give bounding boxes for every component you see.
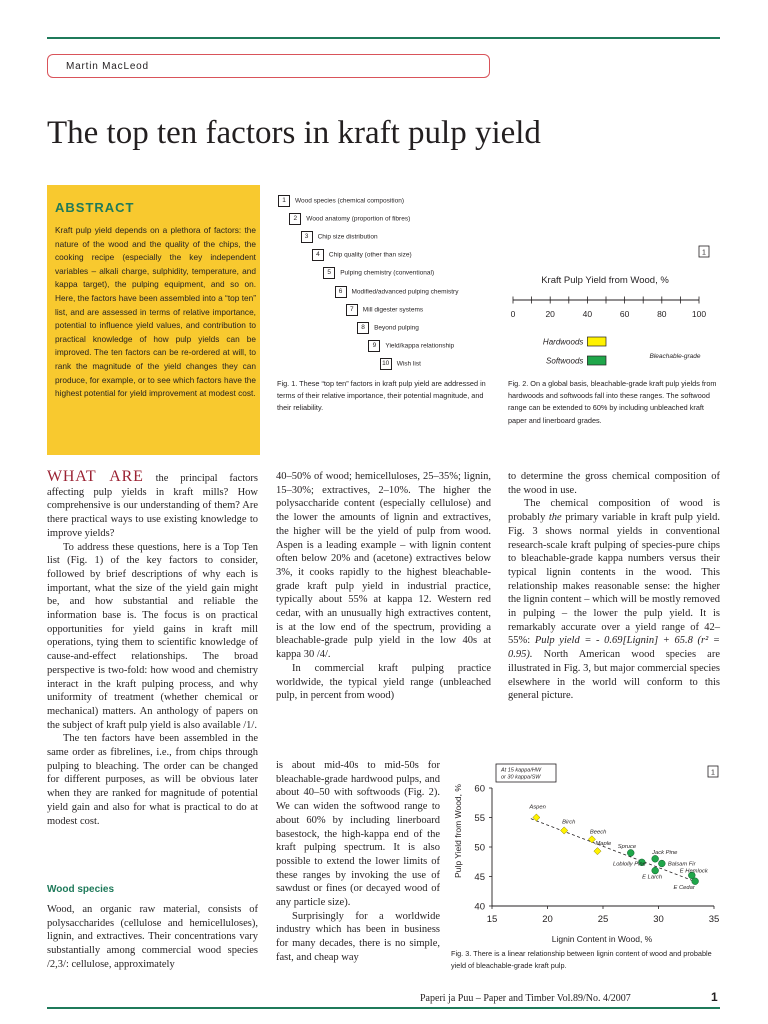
figure-3-point-hardwood <box>561 827 568 834</box>
figure-3-y-axis-label: Pulp Yield from Wood, % <box>453 784 463 878</box>
figure-3-x-tick-label: 20 <box>542 914 553 925</box>
figure-1-caption: Fig. 1. These “top ten” factors in kraft pulp yield are addressed in terms of their relative importance, their potential magnitude, and their reliability. <box>277 379 486 413</box>
factor-item <box>380 358 421 371</box>
figure-2-tick-label: 100 <box>691 309 707 319</box>
figure-3-point-softwood <box>652 855 659 862</box>
factor-label: Chip size distribution <box>317 233 378 241</box>
figure-2-series-label: Softwoods <box>546 356 584 366</box>
paragraph: North American wood species are illustrated in Fig. 3, but major commercial species elsewhere in the world will conform to this general picture. <box>508 649 720 702</box>
figure-2-bars <box>543 337 606 366</box>
figure-3-x-axis-label: Lignin Content in Wood, % <box>551 934 653 944</box>
factor-number: 7 <box>346 304 358 316</box>
factor-label: Chip quality (other than size) <box>328 251 412 259</box>
top-rule <box>47 37 720 39</box>
figure-2-tick-label: 80 <box>657 309 667 319</box>
factor-label: Beyond pulping <box>374 324 419 332</box>
factor-number: 5 <box>323 267 335 279</box>
factor-number: 9 <box>368 340 380 352</box>
figure-3-point-label: Birch <box>562 819 576 826</box>
paragraph: is about mid-40s to mid-50s for bleachable-grade hardwood pulps, and about 40–50 with softwoods (Fig. 2). We can widen the softwood range to about 60% by including linerboard basestock, the high-kappa end of the kraft pulping spectrum. It is also possible to extend the lower limits of these ranges by invoking the use of sawdust or fines (or decayed wood of any particle size). <box>276 760 440 909</box>
figure-2-caption: Fig. 2. On a global basis, bleachable-grade kraft pulp yields from hardwoods and softwoods fall into these ranges. The softwood range can be extended to 60% by including unbleached kraft paper and linerboard grades. <box>508 379 717 425</box>
page-number: 1 <box>711 990 718 1004</box>
figure-3-point-label: Balsam Fir <box>667 861 696 868</box>
figure-3-point-label: Spruce <box>617 843 637 850</box>
factor-label: Modified/advanced pulping chemistry <box>351 288 459 295</box>
figure-3-caption: Fig. 3. There is a linear relationship between lignin content of wood and probable yield of bleachable-grade kraft pulp. <box>451 949 712 971</box>
figure-3-point-label: Jack Pine <box>652 849 678 856</box>
figure-2-annotation: Bleachable-grade <box>649 353 701 360</box>
paragraph: primary variable in kraft pulp yield. Fig. 3 shows normal yields in conventional research-scale kraft pulping of species-pure chips to bleachable-grade kappa numbers versus their typical lignin contents in the wood. This relationship makes reasonable sense: the higher the lignin content – which will be mostly removed in pulping – the lower the pulp yield. It is remarkably accurate over a yield range of 42–55%: <box>508 512 721 647</box>
paragraph: 40–50% of wood; hemicelluloses, 25–35%; lignin, 15–30%; extractives, 2–10%. The higher the polysaccharide content (especially cellulose) and the lower the amounts of lignin and extractives, the higher will be the yield of pulp from wood. Aspen is a leading example – with lignin content often below 20% and (acetone) extractives below 3%, it cooks rapidly to the highest bleachable-grade kraft pulp yield in industrial practice, typically about 55% at kappa 12. Western red cedar, with an unusually high extractives content, is at the low end of the spectrum, providing a bleachable-grade pulp yield in the low 40s at kappa 30 /4/. <box>276 471 491 661</box>
figure-3-point-label: Loblolly Pine <box>612 861 646 868</box>
factor-item <box>312 249 412 262</box>
factor-item <box>323 267 434 280</box>
figure-3-x-tick-label: 30 <box>653 914 664 925</box>
figure-3-x-tick-label: 35 <box>708 914 720 925</box>
figure-3-point-softwood <box>652 867 659 874</box>
bottom-rule <box>47 1007 720 1009</box>
lead-word: WHAT ARE <box>47 468 144 485</box>
figure-3-y-tick-label: 40 <box>474 901 485 913</box>
wood-species-heading: Wood species <box>47 884 115 895</box>
factor-item <box>278 195 404 208</box>
figure-2-tick-label: 60 <box>619 309 630 319</box>
factor-item <box>289 213 410 226</box>
factor-number: 10 <box>380 358 392 370</box>
figure-3-point-label: Maple <box>595 841 612 848</box>
figure-3-point-hardwood <box>533 814 540 821</box>
paragraph: to determine the gross chemical composition of the wood in use. <box>508 471 720 496</box>
figure-3-point-label: Aspen <box>529 804 546 811</box>
factor-item <box>301 231 378 244</box>
factor-number: 3 <box>301 231 313 243</box>
figure-3-chart <box>448 758 723 946</box>
factor-label: Wood anatomy (proportion of fibres) <box>306 215 411 223</box>
figure-3-y-tick-label: 50 <box>474 842 485 854</box>
figure-3-point-softwood <box>627 850 634 857</box>
factor-label: Wood species (chemical composition) <box>295 197 404 205</box>
figure-3-annotation-line-2: or 30 kappa/SW <box>501 774 541 781</box>
body-column-1-continued <box>47 903 258 972</box>
body-column-2 <box>276 470 491 703</box>
paragraph: The chemical composition of wood is probably <box>508 498 720 524</box>
factor-number: 2 <box>289 213 301 225</box>
figure-3-point-hardwood <box>594 848 601 855</box>
figure-2-tick-label: 40 <box>582 309 593 319</box>
article-title: The top ten factors in kraft pulp yield <box>47 115 541 151</box>
body-column-1 <box>47 470 258 828</box>
author-name: Martin MacLeod <box>66 61 149 72</box>
factor-label: Mill digester systems <box>362 306 424 314</box>
body-column-3 <box>508 470 720 703</box>
figure-2-bar <box>587 337 606 346</box>
figure-2-tick-label: 20 <box>545 309 555 319</box>
emphasis: the <box>548 512 562 524</box>
figure-3-point-label: E Hemlock <box>679 868 708 875</box>
figure-3-point-label: Beech <box>589 829 607 836</box>
journal-footer: Paperi ja Puu – Paper and Timber Vol.89/No. 4/2007 <box>420 993 631 1004</box>
figure-3-y-tick-label: 60 <box>474 783 485 795</box>
figure-3-annotation-line-1: At 15 kappa/HW <box>501 767 542 774</box>
factor-item <box>346 304 423 317</box>
figure-2-axis <box>511 297 707 320</box>
figure-2-series-label: Hardwoods <box>542 337 584 347</box>
figure-3-points <box>528 805 709 892</box>
factor-label: Yield/kappa relationship <box>385 342 455 350</box>
figure-3-badge: 1 <box>711 769 715 777</box>
paragraph: Wood, an organic raw material, consists of polysaccharides (cellulose and hemicelluloses), lignin, and extractives. Their concentrations vary substantially among commercial wood species /2,3/: cellulose, approximately <box>47 904 258 970</box>
figure-2-tick-label: 0 <box>510 309 516 319</box>
factor-item <box>368 340 454 353</box>
abstract-text: Kraft pulp yield depends on a plethora of factors: the nature of the wood and the quality of the chips, the cooking recipe (especially the key independent variables – alkali charge, sulphidity, temperature, and kappa target), the pulping equipment, and so on. Here, the factors have been assembled into a “top ten” list, and are assessed in terms of relative importance, potential to influence yield values, and contribution to practical knowledge of how pulp yields can be improved. The ten factors can be re-ordered at will, to rank the magnitude of the yield changes they can produce, for example, or to see which factors have the highest potential for yield improvement at modest cost. <box>55 225 256 399</box>
figure-3-point-label: E Cedar <box>673 885 695 892</box>
figure-3-x-tick-label: 15 <box>486 914 498 925</box>
yield-formula: Pulp yield = - 0.69[Lignin] + 65.8 (r² = 0.95). <box>508 635 720 661</box>
factor-label: Wish list <box>396 360 421 368</box>
factor-number: 6 <box>335 286 347 298</box>
figure-3-point-label: E Larch <box>642 874 663 881</box>
paragraph: To address these questions, here is a Top Ten list (Fig. 1) of the key factors to consider, followed by brief descriptions of why each is important, what the size of the yield gain might be, and how substantial and reliable the information base is. The focus is on practical opportunities for yield gains in kraft mill operations, tying them to scientific knowledge of cause-and-effect relationships. The broad perspective is two-fold: how wood and chemistry interact in the kraft pulping process, and why uniformity of treatment (whether chemical or mechanical) matters. An anthology of papers on the subject of kraft pulp yield is also available /1/. <box>47 541 258 731</box>
factor-item <box>335 286 459 299</box>
figure-3-y-tick-label: 45 <box>474 872 485 883</box>
body-column-2-wrap <box>276 759 440 965</box>
factor-item <box>357 322 419 335</box>
figure-2-bar <box>587 356 606 365</box>
figure-2-badge: 1 <box>702 249 706 257</box>
figure-3-point-hardwood <box>588 836 595 843</box>
abstract-heading: ABSTRACT <box>55 200 135 215</box>
paragraph: In commercial kraft pulping practice worldwide, the typical yield range (unbleached pulp, in percent from wood) <box>276 662 491 702</box>
figure-3-point-softwood <box>658 860 665 867</box>
figure-3-x-tick-label: 25 <box>597 914 609 925</box>
figure-3-annotation <box>500 768 543 781</box>
figure-2-chart <box>505 243 715 378</box>
factor-number: 8 <box>357 322 369 334</box>
figure-2-title: Kraft Pulp Yield from Wood, % <box>541 275 669 286</box>
factor-number: 1 <box>278 195 290 207</box>
paragraph: Surprisingly for a worldwide industry which has been in business for many decades, there is no simple, fast, and cheap way <box>276 910 440 963</box>
paragraph: the principal factors affecting pulp yields in kraft mills? How comprehensive is our understanding of them? Are there practical ways to use existing knowledge to improve yields? <box>47 473 259 539</box>
factor-number: 4 <box>312 249 324 261</box>
paragraph: The ten factors have been assembled in the same order as fibrelines, i.e., from chips through pulping to bleaching. The order can be changed for different purposes, as will be obvious later when they are ranked for magnitude of potential yield gain and also for what is practical to do at modest cost. <box>47 733 258 827</box>
factor-label: Pulping chemistry (conventional) <box>340 269 435 277</box>
figure-3-y-tick-label: 55 <box>474 813 485 824</box>
figure-3-point-softwood <box>692 878 699 885</box>
